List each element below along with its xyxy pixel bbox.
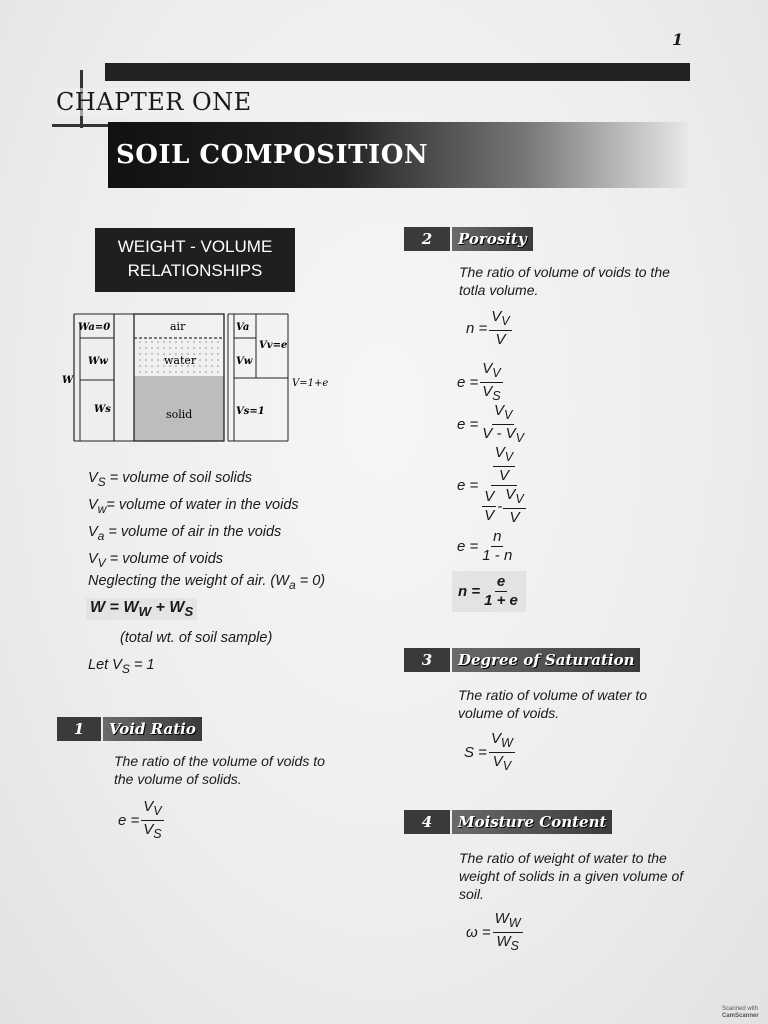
label-vs: Vs=1 [236,406,265,417]
porosity-description: The ratio of volume of voids to the totla volume. [459,264,670,298]
void-ratio-formula-2: e = $\frac{V_V}{V - V_V}$ [457,402,524,445]
total-weight-note: (total wt. of soil sample) [120,630,273,646]
weight-volume-heading-line1: WEIGHT - VOLUME [117,237,273,256]
section-moisture-heading [404,810,612,834]
neglect-air-note: Neglecting the weight of air. $(W_a = 0)$ [88,573,326,592]
label-solid: solid [166,408,193,421]
void-ratio-formula-4: e = $\frac{n}{1 - n}$ [457,528,513,564]
definition-item: $V_S$ = volume of soil solids [88,470,253,489]
section-number: 4 [404,810,450,834]
definition-item: $V_w=$ volume of water in the voids [88,496,299,516]
chapter-frame-horizontal [52,124,112,127]
weight-volume-heading [95,228,295,292]
label-water: water [164,354,197,367]
saturation-formula: S = $\frac{V_W}{V_V}$ [464,730,513,773]
banner-title: SOIL COMPOSITION [116,140,429,170]
definition-item: $V_a$ = volume of air in the voids [88,523,282,543]
header-bar [105,63,690,81]
weight-volume-heading-line2: RELATIONSHIPS [127,261,263,280]
section-number: 2 [404,227,450,251]
void-ratio-formula: e = $\frac{V_V}{V_S}$ [118,798,162,841]
total-weight-equation: $W = W_W + W_S$ [86,598,197,620]
label-w: W [62,375,74,386]
phase-diagram [60,310,340,445]
section-saturation-heading [404,648,640,672]
let-vs-note: Let $V_S = 1$ [88,657,155,676]
section-title: Degree of Saturation [452,648,640,672]
saturation-description: The ratio of volume of water to volume of voids. [458,687,648,721]
void-ratio-description: The ratio of the volume of voids to the volume of solids. [114,753,325,787]
label-va: Va [236,322,250,333]
chapter-title: CHAPTER ONE [56,88,252,116]
section-title: Void Ratio [103,717,202,741]
section-number: 1 [57,717,101,741]
porosity-formula: n = $\frac{V_V}{V}$ [466,308,510,348]
moisture-formula: ω = $\frac{W_W}{W_S}$ [466,910,521,953]
section-number: 3 [404,648,450,672]
label-air: air [170,320,186,333]
scanner-logo: Scanned with CamScanner [722,1006,759,1019]
label-wa: Wa=0 [78,322,111,333]
porosity-from-void-ratio-formula: n = $\frac{e}{1 + e}$ [452,571,526,612]
label-vw: Vw [236,356,253,367]
void-ratio-formula-3: e = $\frac{V_V}{V}$ $\frac{V}{V}$ - $\frac{V_V}{V}$ [457,444,524,526]
void-ratio-formula-1: e = $\frac{V_V}{V_S}$ [457,360,501,403]
moisture-description: The ratio of weight of water to the weight of solids in a given volume of soil. [459,850,684,902]
section-title: Moisture Content [452,810,612,834]
definitions-list [88,467,299,575]
label-ww: Ww [88,356,108,367]
label-vv: Vv=e [259,340,288,351]
label-ws: Ws [94,404,111,415]
page-number: 1 [672,30,684,49]
section-porosity-heading [404,227,533,251]
section-title: Porosity [452,227,533,251]
definition-item: $V_V$ = volume of voids [88,550,224,570]
label-v: V=1+e [292,378,329,389]
section-void-ratio-heading [57,717,202,741]
